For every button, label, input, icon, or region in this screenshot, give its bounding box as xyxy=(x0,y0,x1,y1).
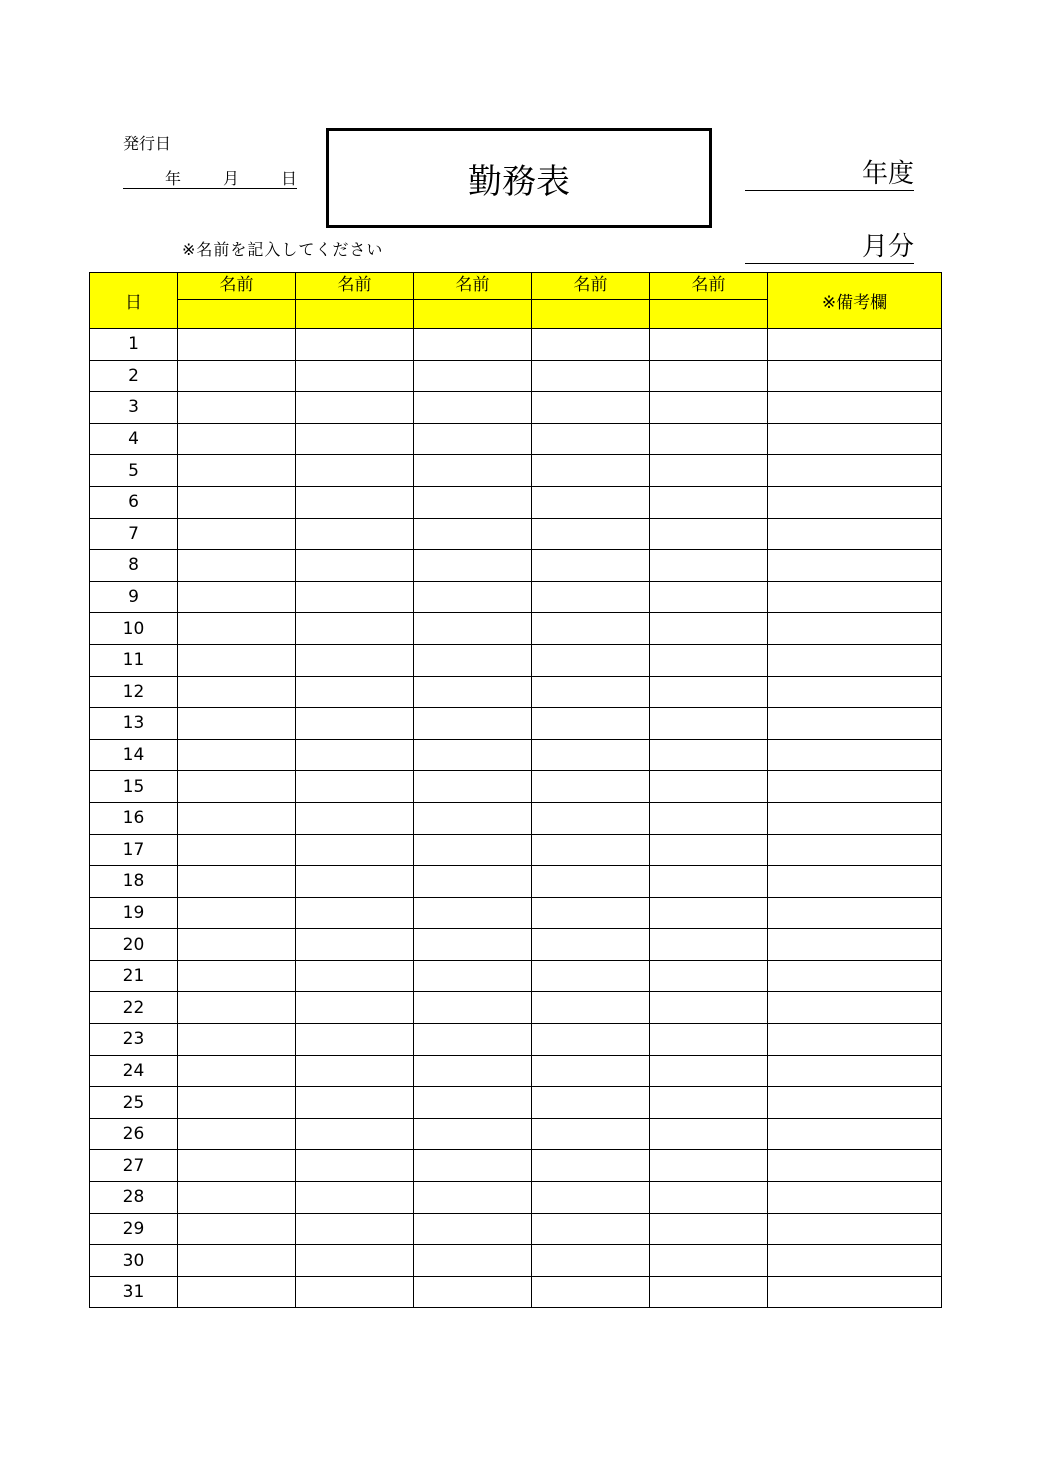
day-number: 27 xyxy=(90,1150,178,1182)
fiscal-year-field[interactable] xyxy=(745,158,914,191)
shift-cell[interactable] xyxy=(296,1024,414,1056)
shift-cell[interactable] xyxy=(414,613,532,645)
shift-cell[interactable] xyxy=(414,866,532,898)
shift-cell[interactable] xyxy=(414,1182,532,1214)
remarks-cell[interactable] xyxy=(768,771,942,803)
name-input-5[interactable] xyxy=(650,300,768,329)
day-number: 13 xyxy=(90,708,178,740)
table-row xyxy=(90,992,942,1024)
remarks-cell[interactable] xyxy=(768,866,942,898)
instruction-note: ※名前を記入してください xyxy=(182,240,384,259)
shift-cell[interactable] xyxy=(296,866,414,898)
shift-cell[interactable] xyxy=(296,1182,414,1214)
shift-cell[interactable] xyxy=(650,329,768,361)
day-number: 25 xyxy=(90,1087,178,1119)
shift-cell[interactable] xyxy=(296,550,414,582)
remarks-cell[interactable] xyxy=(768,676,942,708)
remarks-cell[interactable] xyxy=(768,1055,942,1087)
shift-cell[interactable] xyxy=(532,929,650,961)
shift-cell[interactable] xyxy=(650,1087,768,1119)
name-header-2: 名前 xyxy=(296,273,414,300)
name-header-3: 名前 xyxy=(414,273,532,300)
shift-cell[interactable] xyxy=(532,613,650,645)
day-number: 28 xyxy=(90,1182,178,1214)
table-row xyxy=(90,771,942,803)
shift-cell[interactable] xyxy=(296,423,414,455)
shift-cell[interactable] xyxy=(532,897,650,929)
shift-cell[interactable] xyxy=(178,992,296,1024)
shift-cell[interactable] xyxy=(414,1213,532,1245)
shift-cell[interactable] xyxy=(296,360,414,392)
table-row xyxy=(90,739,942,771)
day-number: 8 xyxy=(90,550,178,582)
shift-cell[interactable] xyxy=(414,771,532,803)
table-row xyxy=(90,1245,942,1277)
name-header-1: 名前 xyxy=(178,273,296,300)
shift-cell[interactable] xyxy=(414,1024,532,1056)
table-row xyxy=(90,1055,942,1087)
shift-cell[interactable] xyxy=(296,644,414,676)
shift-cell[interactable] xyxy=(414,739,532,771)
day-number: 23 xyxy=(90,1024,178,1056)
shift-cell[interactable] xyxy=(414,1055,532,1087)
shift-cell[interactable] xyxy=(178,329,296,361)
table-row xyxy=(90,1118,942,1150)
remarks-cell[interactable] xyxy=(768,802,942,834)
shift-cell[interactable] xyxy=(650,771,768,803)
shift-cell[interactable] xyxy=(414,676,532,708)
shift-cell[interactable] xyxy=(178,486,296,518)
shift-cell[interactable] xyxy=(414,834,532,866)
remarks-cell[interactable] xyxy=(768,392,942,424)
remarks-cell[interactable] xyxy=(768,1118,942,1150)
shift-cell[interactable] xyxy=(178,550,296,582)
shift-cell[interactable] xyxy=(650,1213,768,1245)
shift-cell[interactable] xyxy=(650,1276,768,1308)
shift-cell[interactable] xyxy=(650,518,768,550)
shift-cell[interactable] xyxy=(650,960,768,992)
page-title: 勤務表 xyxy=(468,161,570,202)
shift-cell[interactable] xyxy=(532,1276,650,1308)
remarks-cell[interactable] xyxy=(768,992,942,1024)
shift-cell[interactable] xyxy=(650,992,768,1024)
shift-cell[interactable] xyxy=(532,1182,650,1214)
shift-cell[interactable] xyxy=(296,581,414,613)
shift-cell[interactable] xyxy=(532,644,650,676)
roster-table xyxy=(89,272,942,1308)
remarks-cell[interactable] xyxy=(768,486,942,518)
remarks-cell[interactable] xyxy=(768,581,942,613)
shift-cell[interactable] xyxy=(650,897,768,929)
shift-cell[interactable] xyxy=(296,1245,414,1277)
table-row xyxy=(90,866,942,898)
shift-cell[interactable] xyxy=(178,613,296,645)
table-row xyxy=(90,802,942,834)
day-number: 9 xyxy=(90,581,178,613)
day-number: 4 xyxy=(90,423,178,455)
day-number: 17 xyxy=(90,834,178,866)
shift-cell[interactable] xyxy=(178,1087,296,1119)
remarks-cell[interactable] xyxy=(768,929,942,961)
remarks-cell[interactable] xyxy=(768,1182,942,1214)
remarks-cell[interactable] xyxy=(768,455,942,487)
shift-cell[interactable] xyxy=(414,360,532,392)
shift-cell[interactable] xyxy=(532,1150,650,1182)
shift-cell[interactable] xyxy=(178,802,296,834)
remarks-cell[interactable] xyxy=(768,897,942,929)
shift-cell[interactable] xyxy=(178,518,296,550)
table-row xyxy=(90,834,942,866)
issue-year-label: 年 xyxy=(165,169,182,188)
remarks-cell[interactable] xyxy=(768,550,942,582)
day-number: 21 xyxy=(90,960,178,992)
shift-cell[interactable] xyxy=(178,960,296,992)
shift-cell[interactable] xyxy=(532,771,650,803)
shift-cell[interactable] xyxy=(414,581,532,613)
shift-cell[interactable] xyxy=(650,676,768,708)
shift-cell[interactable] xyxy=(178,423,296,455)
shift-cell[interactable] xyxy=(532,1087,650,1119)
table-row xyxy=(90,423,942,455)
shift-cell[interactable] xyxy=(532,1213,650,1245)
shift-cell[interactable] xyxy=(532,581,650,613)
shift-cell[interactable] xyxy=(296,518,414,550)
day-number: 10 xyxy=(90,613,178,645)
shift-cell[interactable] xyxy=(650,423,768,455)
shift-cell[interactable] xyxy=(414,1118,532,1150)
shift-cell[interactable] xyxy=(532,550,650,582)
title-box xyxy=(326,128,712,228)
shift-cell[interactable] xyxy=(296,486,414,518)
shift-cell[interactable] xyxy=(296,1213,414,1245)
month-field[interactable] xyxy=(745,231,914,264)
shift-cell[interactable] xyxy=(178,708,296,740)
day-number: 16 xyxy=(90,802,178,834)
table-row xyxy=(90,960,942,992)
table-row xyxy=(90,518,942,550)
shift-cell[interactable] xyxy=(178,1245,296,1277)
shift-cell[interactable] xyxy=(532,802,650,834)
table-row xyxy=(90,360,942,392)
day-number: 20 xyxy=(90,929,178,961)
remarks-cell[interactable] xyxy=(768,1087,942,1119)
table-row xyxy=(90,550,942,582)
shift-cell[interactable] xyxy=(532,992,650,1024)
shift-cell[interactable] xyxy=(414,802,532,834)
shift-cell[interactable] xyxy=(414,329,532,361)
remarks-cell[interactable] xyxy=(768,613,942,645)
table-row xyxy=(90,929,942,961)
table-row xyxy=(90,486,942,518)
day-number: 5 xyxy=(90,455,178,487)
fiscal-year-suffix: 年度 xyxy=(861,159,914,189)
shift-cell[interactable] xyxy=(296,739,414,771)
shift-cell[interactable] xyxy=(414,1245,532,1277)
day-number: 31 xyxy=(90,1276,178,1308)
shift-cell[interactable] xyxy=(650,550,768,582)
table-row xyxy=(90,329,942,361)
shift-cell[interactable] xyxy=(650,834,768,866)
shift-cell[interactable] xyxy=(296,392,414,424)
shift-cell[interactable] xyxy=(650,455,768,487)
shift-cell[interactable] xyxy=(532,329,650,361)
shift-cell[interactable] xyxy=(532,739,650,771)
remarks-cell[interactable] xyxy=(768,360,942,392)
shift-cell[interactable] xyxy=(296,802,414,834)
table-row xyxy=(90,1213,942,1245)
shift-cell[interactable] xyxy=(178,866,296,898)
shift-cell[interactable] xyxy=(532,676,650,708)
shift-cell[interactable] xyxy=(414,455,532,487)
remarks-cell[interactable] xyxy=(768,739,942,771)
shift-cell[interactable] xyxy=(178,897,296,929)
name-header-4: 名前 xyxy=(532,273,650,300)
shift-cell[interactable] xyxy=(650,360,768,392)
roster-body xyxy=(90,329,942,1308)
shift-cell[interactable] xyxy=(532,866,650,898)
shift-cell[interactable] xyxy=(650,1245,768,1277)
shift-cell[interactable] xyxy=(178,739,296,771)
shift-cell[interactable] xyxy=(532,360,650,392)
shift-cell[interactable] xyxy=(532,486,650,518)
issue-date-field[interactable] xyxy=(123,164,297,189)
remarks-cell[interactable] xyxy=(768,708,942,740)
table-row xyxy=(90,676,942,708)
shift-cell[interactable] xyxy=(178,834,296,866)
shift-cell[interactable] xyxy=(296,1055,414,1087)
shift-cell[interactable] xyxy=(296,771,414,803)
table-row xyxy=(90,613,942,645)
shift-cell[interactable] xyxy=(414,897,532,929)
shift-cell[interactable] xyxy=(178,1055,296,1087)
day-number: 30 xyxy=(90,1245,178,1277)
shift-cell[interactable] xyxy=(296,834,414,866)
table-row xyxy=(90,1150,942,1182)
shift-cell[interactable] xyxy=(532,1118,650,1150)
day-number: 7 xyxy=(90,518,178,550)
shift-cell[interactable] xyxy=(650,581,768,613)
shift-cell[interactable] xyxy=(650,1055,768,1087)
shift-cell[interactable] xyxy=(650,866,768,898)
shift-cell[interactable] xyxy=(414,644,532,676)
issue-month-label: 月 xyxy=(223,169,240,188)
shift-cell[interactable] xyxy=(296,960,414,992)
shift-cell[interactable] xyxy=(650,929,768,961)
table-row xyxy=(90,708,942,740)
shift-cell[interactable] xyxy=(414,960,532,992)
day-number: 29 xyxy=(90,1213,178,1245)
shift-cell[interactable] xyxy=(650,486,768,518)
table-row xyxy=(90,1182,942,1214)
shift-cell[interactable] xyxy=(178,392,296,424)
shift-cell[interactable] xyxy=(178,1118,296,1150)
shift-cell[interactable] xyxy=(178,771,296,803)
shift-cell[interactable] xyxy=(414,423,532,455)
day-number: 14 xyxy=(90,739,178,771)
shift-cell[interactable] xyxy=(414,1087,532,1119)
shift-cell[interactable] xyxy=(296,897,414,929)
shift-cell[interactable] xyxy=(650,739,768,771)
remarks-column-header: ※備考欄 xyxy=(768,273,942,329)
remarks-cell[interactable] xyxy=(768,834,942,866)
remarks-cell[interactable] xyxy=(768,960,942,992)
day-number: 18 xyxy=(90,866,178,898)
shift-cell[interactable] xyxy=(414,392,532,424)
shift-cell[interactable] xyxy=(650,1118,768,1150)
shift-cell[interactable] xyxy=(296,1118,414,1150)
shift-cell[interactable] xyxy=(532,518,650,550)
day-number: 19 xyxy=(90,897,178,929)
shift-cell[interactable] xyxy=(178,1024,296,1056)
remarks-cell[interactable] xyxy=(768,518,942,550)
shift-cell[interactable] xyxy=(296,1150,414,1182)
day-column-header: 日 xyxy=(90,273,178,329)
day-number: 6 xyxy=(90,486,178,518)
shift-cell[interactable] xyxy=(178,455,296,487)
table-row xyxy=(90,1276,942,1308)
issue-date-label: 発行日 xyxy=(123,134,172,153)
remarks-cell[interactable] xyxy=(768,1024,942,1056)
shift-cell[interactable] xyxy=(532,1055,650,1087)
shift-cell[interactable] xyxy=(650,392,768,424)
shift-cell[interactable] xyxy=(296,1087,414,1119)
table-row xyxy=(90,1087,942,1119)
shift-cell[interactable] xyxy=(414,929,532,961)
shift-cell[interactable] xyxy=(532,960,650,992)
shift-cell[interactable] xyxy=(414,708,532,740)
day-number: 3 xyxy=(90,392,178,424)
shift-cell[interactable] xyxy=(650,1150,768,1182)
shift-cell[interactable] xyxy=(532,423,650,455)
shift-cell[interactable] xyxy=(178,581,296,613)
shift-cell[interactable] xyxy=(414,550,532,582)
shift-cell[interactable] xyxy=(296,329,414,361)
shift-cell[interactable] xyxy=(414,486,532,518)
table-row xyxy=(90,1024,942,1056)
shift-cell[interactable] xyxy=(296,1276,414,1308)
day-number: 1 xyxy=(90,329,178,361)
day-number: 12 xyxy=(90,676,178,708)
shift-cell[interactable] xyxy=(532,834,650,866)
table-row xyxy=(90,455,942,487)
shift-cell[interactable] xyxy=(178,360,296,392)
day-number: 2 xyxy=(90,360,178,392)
shift-cell[interactable] xyxy=(650,802,768,834)
shift-cell[interactable] xyxy=(296,992,414,1024)
shift-cell[interactable] xyxy=(650,613,768,645)
shift-cell[interactable] xyxy=(532,455,650,487)
day-number: 11 xyxy=(90,644,178,676)
shift-cell[interactable] xyxy=(178,1182,296,1214)
shift-cell[interactable] xyxy=(650,1024,768,1056)
remarks-cell[interactable] xyxy=(768,423,942,455)
name-input-4[interactable] xyxy=(532,300,650,329)
name-input-3[interactable] xyxy=(414,300,532,329)
shift-cell[interactable] xyxy=(178,1276,296,1308)
shift-cell[interactable] xyxy=(178,1150,296,1182)
shift-cell[interactable] xyxy=(650,1182,768,1214)
shift-cell[interactable] xyxy=(650,644,768,676)
shift-cell[interactable] xyxy=(532,392,650,424)
shift-cell[interactable] xyxy=(532,1024,650,1056)
shift-cell[interactable] xyxy=(296,708,414,740)
remarks-cell[interactable] xyxy=(768,1213,942,1245)
day-number: 22 xyxy=(90,992,178,1024)
name-input-1[interactable] xyxy=(178,300,296,329)
remarks-cell[interactable] xyxy=(768,1245,942,1277)
day-number: 24 xyxy=(90,1055,178,1087)
table-row xyxy=(90,392,942,424)
shift-cell[interactable] xyxy=(296,929,414,961)
month-suffix: 月分 xyxy=(861,232,914,262)
shift-cell[interactable] xyxy=(178,676,296,708)
name-header-5: 名前 xyxy=(650,273,768,300)
remarks-cell[interactable] xyxy=(768,644,942,676)
remarks-cell[interactable] xyxy=(768,1276,942,1308)
remarks-cell[interactable] xyxy=(768,329,942,361)
remarks-cell[interactable] xyxy=(768,1150,942,1182)
shift-cell[interactable] xyxy=(414,518,532,550)
name-input-2[interactable] xyxy=(296,300,414,329)
shift-cell[interactable] xyxy=(532,1245,650,1277)
day-number: 26 xyxy=(90,1118,178,1150)
shift-cell[interactable] xyxy=(414,1276,532,1308)
shift-cell[interactable] xyxy=(178,929,296,961)
shift-cell[interactable] xyxy=(178,644,296,676)
shift-cell[interactable] xyxy=(296,676,414,708)
shift-cell[interactable] xyxy=(650,708,768,740)
table-row xyxy=(90,581,942,613)
shift-cell[interactable] xyxy=(414,992,532,1024)
table-row xyxy=(90,644,942,676)
shift-cell[interactable] xyxy=(178,1213,296,1245)
issue-day-label: 日 xyxy=(281,169,298,188)
shift-cell[interactable] xyxy=(296,613,414,645)
table-row xyxy=(90,897,942,929)
shift-cell[interactable] xyxy=(414,1150,532,1182)
day-number: 15 xyxy=(90,771,178,803)
shift-cell[interactable] xyxy=(532,708,650,740)
shift-cell[interactable] xyxy=(296,455,414,487)
